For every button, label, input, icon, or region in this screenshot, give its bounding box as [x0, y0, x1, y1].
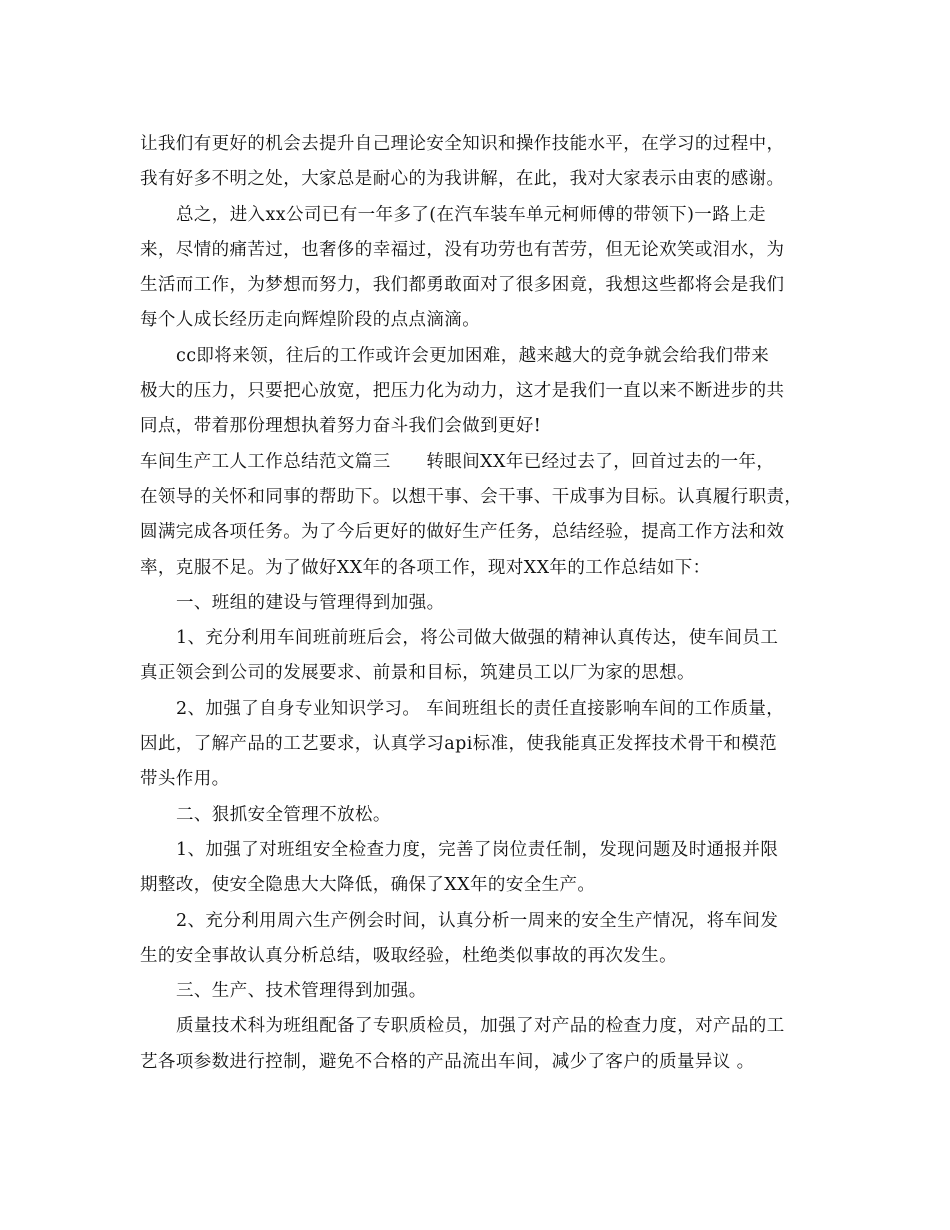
- document-body: [140, 127, 830, 1080]
- text-line: cc即将来领，往后的工作或许会更加困难，越来越大的竞争就会给我们带来: [176, 345, 770, 366]
- text-line: 总之，进入xx公司已有一年多了(在汽车装车单元柯师傅的带领下)一路上走: [176, 204, 766, 225]
- text-line: 因此，了解产品的工艺要求，认真学习api标准，使我能真正发挥技术骨干和模范: [140, 734, 778, 755]
- text-line: 让我们有更好的机会去提升自己理论安全知识和操作技能水平，在学习的过程中，: [140, 134, 785, 154]
- text-line: 1、加强了对班组安全检查力度，完善了岗位责任制，发现问题及时通报并限: [176, 839, 779, 860]
- text-line: 1、充分利用车间班前班后会，将公司做大做强的精神认真传达，使车间员工: [176, 628, 779, 649]
- text-line: 极大的压力，只要把心放宽，把压力化为动力，这才是我们一直以来不断进步的共: [140, 381, 785, 402]
- text-line: 2、加强了自身专业知识学习。 车间班组长的责任直接影响车间的工作质量，: [176, 698, 785, 719]
- text-line: 生活而工作，为梦想而努力，我们都勇敢面对了很多困竟，我想这些都将会是我们: [140, 275, 785, 296]
- subheading-line: 一、班组的建设与管理得到加强。: [176, 592, 445, 613]
- subheading-line: 二、狠抓安全管理不放松。: [176, 804, 391, 825]
- text-line: 每个人成长经历走向辉煌阶段的点点滴滴。: [140, 310, 481, 331]
- subheading-line: 三、生产、技术管理得到加强。: [176, 981, 427, 1002]
- text-line: 质量技术科为班组配备了专职质检员，加强了对产品的检查力度，对产品的工: [176, 1016, 785, 1037]
- text-line: 在领导的关怀和同事的帮助下。以想干事、会干事、干成事为目标。认真履行职责，: [140, 486, 803, 507]
- text-line: 同点，带着那份理想执着努力奋斗我们会做到更好!: [140, 416, 542, 437]
- section-heading-line: 车间生产工人工作总结范文篇三 转眼间XX年已经过去了，回首过去的一年，: [140, 451, 775, 472]
- text-line: 艺各项参数进行控制，避免不合格的产品流出车间，减少了客户的质量异议 。: [140, 1051, 755, 1072]
- text-line: 带头作用。: [140, 769, 230, 790]
- text-line: 圆满完成各项任务。为了今后更好的做好生产任务，总结经验，提高工作方法和效: [140, 522, 785, 543]
- text-line: 率，克服不足。为了做好XX年的各项工作，现对XX年的工作总结如下：: [140, 557, 711, 578]
- text-line: 我有好多不明之处，大家总是耐心的为我讲解，在此，我对大家表示由衷的感谢。: [140, 169, 785, 190]
- text-line: 来，尽情的痛苦过，也奢侈的幸福过，没有功劳也有苦劳，但无论欢笑或泪水，为: [140, 239, 785, 260]
- text-line: 真正领会到公司的发展要求、前景和目标，筑建员工以厂为家的思想。: [140, 663, 695, 684]
- text-line: 期整改，使安全隐患大大降低，确保了XX年的安全生产。: [140, 875, 596, 896]
- text-line: 生的安全事故认真分析总结，吸取经验，杜绝类似事故的再次发生。: [140, 945, 677, 966]
- text-line: 2、充分利用周六生产例会时间，认真分析一周来的安全生产情况，将车间发: [176, 910, 779, 931]
